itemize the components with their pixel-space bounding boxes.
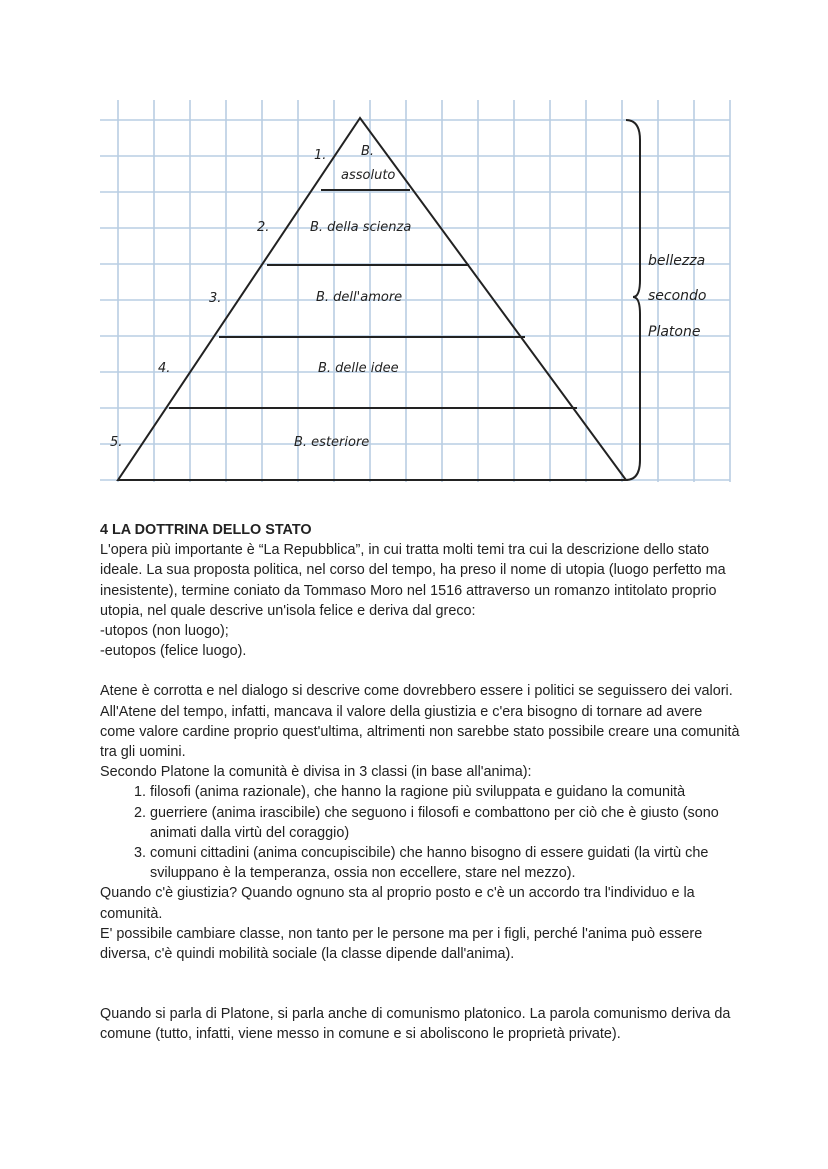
level-label-3: B. dell'amore bbox=[316, 290, 403, 305]
list-item: 2. guerriere (anima irascibile) che seguono i filosofi e combattono per ciò che è giusto (sono animati dalla virtù del coraggio) bbox=[150, 803, 740, 843]
level-label-1a: B. bbox=[361, 144, 375, 159]
paragraph-6: Quando si parla di Platone, si parla anche di comunismo platonico. La parola comunismo deriva da comune (tutto, infatti, viene messo in comune e si aboliscono le proprietà private). bbox=[100, 1006, 731, 1043]
paragraph-1-line-2: -eutopos (felice luogo). bbox=[100, 643, 247, 660]
level-number-4: 4. bbox=[158, 361, 171, 376]
paragraph-4: Quando c'è giustizia? Quando ognuno sta al proprio posto e c'è un accordo tra l'individuo e la comunità. bbox=[100, 885, 695, 922]
level-number-2: 2. bbox=[257, 220, 270, 235]
level-label-4: B. delle idee bbox=[318, 361, 399, 376]
level-label-1b: assoluto bbox=[341, 168, 396, 183]
list-item: 1. filosofi (anima razionale), che hanno la ragione più sviluppata e guidano la comunità bbox=[150, 782, 740, 802]
level-number-5: 5. bbox=[110, 435, 123, 450]
list-item: 3. comuni cittadini (anima concupiscibile) che hanno bisogno di essere guidati (la virtù che sviluppano è la temperanza, ossia non eccellere, stare nel mezzo). bbox=[150, 843, 740, 883]
beauty-pyramid-figure bbox=[0, 0, 828, 500]
brace-caption-line-2: secondo bbox=[648, 288, 707, 304]
level-numbers bbox=[110, 148, 326, 450]
document-body bbox=[100, 520, 740, 1045]
brace-caption-line-1: bellezza bbox=[648, 253, 706, 269]
section-title: 4 LA DOTTRINA DELLO STATO bbox=[100, 522, 312, 538]
paragraph-5: E' possibile cambiare classe, non tanto per le persone ma per i figli, perché l'anima può essere diversa, c'è quindi mobilità sociale (la classe dipende dall'anima). bbox=[100, 925, 703, 963]
paragraph-2: Atene è corrotta e nel dialogo si descrive come dovrebbero essere i politici se seguissero dei valori. All'Atene del tempo, infatti, mancava il valore della giustizia e c'era bisogno di tornare ad avere come valore cardine proprio quest'ultima, altrimenti non sarebbe stato possibile creare una comunità tra gli uomini. bbox=[100, 683, 740, 761]
paragraph-1: L'opera più importante è “La Repubblica”, in cui tratta molti temi tra cui la descrizione dello stato ideale. La sua proposta politica, nel corso del tempo, ha preso il nome di utopia (luogo perfetto ma inesistente), termine coniato da Tommaso Moro nel 1516 attraverso un romanzo intitolato proprio utopia, nel quale descrive un'isola felice e deriva dal greco: bbox=[100, 542, 726, 619]
brace-caption bbox=[648, 253, 707, 340]
brace-caption-line-3: Platone bbox=[648, 324, 701, 340]
level-label-2: B. della scienza bbox=[310, 220, 412, 235]
grid-paper bbox=[100, 100, 730, 482]
level-label-5: B. esteriore bbox=[294, 435, 370, 450]
paragraph-3: Secondo Platone la comunità è divisa in 3 classi (in base all'anima): bbox=[100, 764, 532, 781]
level-number-1: 1. bbox=[314, 148, 327, 163]
paragraph-1-line-1: -utopos (non luogo); bbox=[100, 623, 229, 640]
classes-list bbox=[100, 782, 740, 883]
level-number-3: 3. bbox=[209, 291, 222, 306]
